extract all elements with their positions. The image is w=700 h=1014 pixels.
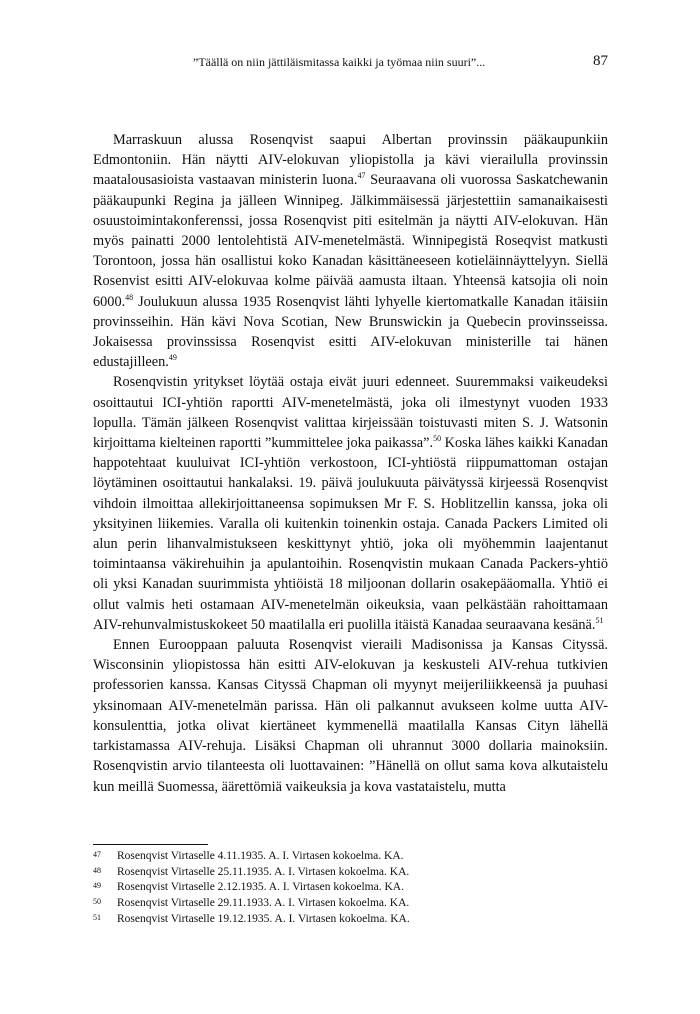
footnote-text: Rosenqvist Virtaselle 2.12.1935. A. I. Virtasen kokoelma. KA. — [117, 881, 404, 894]
footnote-reference: 49 — [168, 353, 177, 363]
footnote — [93, 865, 608, 881]
paragraph — [93, 372, 608, 635]
paragraph-text: Marraskuun alussa Rosenqvist saapui Albertan provinssin pääkaupunkiin Edmontoniin. Hän näytti AIV-elokuvan yliopistolla ja kävi vierailulla provinssin maatalousasioista vastaavan ministerin luona. — [93, 132, 608, 189]
footnote — [93, 849, 608, 865]
paragraph-text: Koska lähes kaikki Kanadan happotehtaat kuuluivat ICI-yhtiön verkostoon, ICI-yhtiöstä riippumattoman ostajan löytäminen osoittautui hankalaksi. 19. päivä joulukuuta päivätyssä kirjeessä Rosenqvist vihdoin ilmoittaa allekirjoittaneensa sopimuksen Mr F. S. Hoblitzellin kanssa, joka oli yksityinen liikemies. Varalla oli kuitenkin toinenkin ostaja. Canada Packers Limited oli alun perin lihanvalmistukseen keskittynyt yhtiö, joka oli myöhemmin laajentanut toimintaansa väkirehuihin ja apulantoihin. Rosenqvistin mukaan Canada Packers-yhtiö oli yksi Kanadan suurimmista yhtiöistä 18 miljoonan dollarin osakepääomalla. Yhtiö ei ollut valmis heti ostamaan AIV-menetelmän oikeuksia, vaan pelkästään rahoittamaan AIV-rehunvalmistuskokeet 50 maatilalla eri puolilla itäistä Kanadaa seuraavana kesänä. — [93, 435, 608, 633]
footnote-text: Rosenqvist Virtaselle 4.11.1935. A. I. Virtasen kokoelma. KA. — [117, 850, 404, 862]
footnotes — [93, 849, 608, 928]
footnote — [93, 912, 608, 928]
paragraph-text: Joulukuun alussa 1935 Rosenqvist lähti lyhyelle kiertomatkalle Kanadan itäisiin provinsseihin. Hän kävi Nova Scotian, New Brunswickin ja Quebecin provinsseissa. Jokaisessa provinssissa Rosenqvist esitti AIV-elokuvan ministerille tai hänen edustajilleen. — [93, 293, 608, 371]
paragraph-text: Seuraavana oli vuorossa Saskatchewanin pääkaupunki Regina ja jälleen Winnipeg. Jälkimmäisessä järjestettiin samanaikaisesti osuustoimintakonferenssi, jossa Rosenqvist piti esitelmän ja näytti AIV-elokuvan. Hän myös painatti 2000 lentolehtistä AIV-menetelmästä. Winnipegistä Roseqvist matkusti Torontoon, jossa hän osallistui koko Kanadan käsittäneeseen kotieläinnäyttelyyn. Siellä Rosenvist esitti AIV-elokuvaa kolme päivää aamusta iltaan. Yhteensä katsojia oli noin 6000. — [93, 172, 608, 310]
footnote-number: 51 — [93, 912, 101, 922]
footnote-text: Rosenqvist Virtaselle 25.11.1935. A. I. Virtasen kokoelma. KA. — [117, 865, 410, 878]
footnote — [93, 896, 608, 912]
paragraph-text: Ennen Eurooppaan paluuta Rosenqvist vieraili Madisonissa ja Kansas Cityssä. Wisconsinin yliopistossa hän esitti AIV-elokuvan ja keskusteli AIV-rehua tutkivien professorien kanssa. Kansas Cityssä Chapman oli myynyt meijeriliikkeensä ja puuhasi yksinomaan AIV-menetelmän parissa. Hän oli palkannut avukseen kolme uutta AIV-konsulenttia, jotka olivat kiertäneet kymmenellä maatilalla Kansas Cityn lähellä tarkistamassa AIV-rehuja. Lisäksi Chapman oli uhrannut 3000 dollaria mainoksiin. Rosenqvistin arvio tilanteesta oli luottavainen: ”Hänellä on ollut sama kova alkutaistelu kun meillä Suomessa, äärettömiä vaikeuksia ja kova vastataistelu, mutta — [93, 637, 608, 795]
footnote-reference: 51 — [595, 616, 604, 626]
footnote-number: 48 — [93, 865, 101, 875]
running-title: ”Täällä on niin jättiläismitassa kaikki ja työmaa niin suuri”... — [193, 55, 486, 69]
footnote-text: Rosenqvist Virtaselle 29.11.1933. A. I. Virtasen kokoelma. KA. — [117, 897, 410, 910]
footnote-divider — [93, 844, 208, 845]
paragraph — [93, 635, 608, 797]
footnote-number: 47 — [93, 850, 101, 859]
footnote-number: 50 — [93, 897, 101, 907]
paragraph — [93, 130, 608, 372]
footnote-text: Rosenqvist Virtaselle 19.12.1935. A. I. Virtasen kokoelma. KA. — [117, 912, 410, 925]
paragraph-text: Rosenqvistin yritykset löytää ostaja eivät juuri edenneet. Suuremmaksi vaikeudeksi osoittautui ICI-yhtiön raportti AIV-menetelmästä, joka oli ilmestynyt vuoden 1933 lopulla. Tämän jälkeen Rosenqvist valittaa kirjeissään toistuvasti miten S. J. Watsonin kirjoittama kielteinen raportti ”kummittelee joka paikassa”. — [93, 374, 608, 452]
running-header — [93, 55, 608, 73]
footnote-reference: 48 — [125, 292, 134, 302]
body-text — [93, 130, 608, 797]
footnote-number: 49 — [93, 881, 101, 891]
footnote — [93, 880, 608, 896]
page-number: 87 — [593, 53, 608, 69]
footnote-reference: 47 — [357, 171, 366, 181]
footnote-reference: 50 — [433, 434, 442, 444]
